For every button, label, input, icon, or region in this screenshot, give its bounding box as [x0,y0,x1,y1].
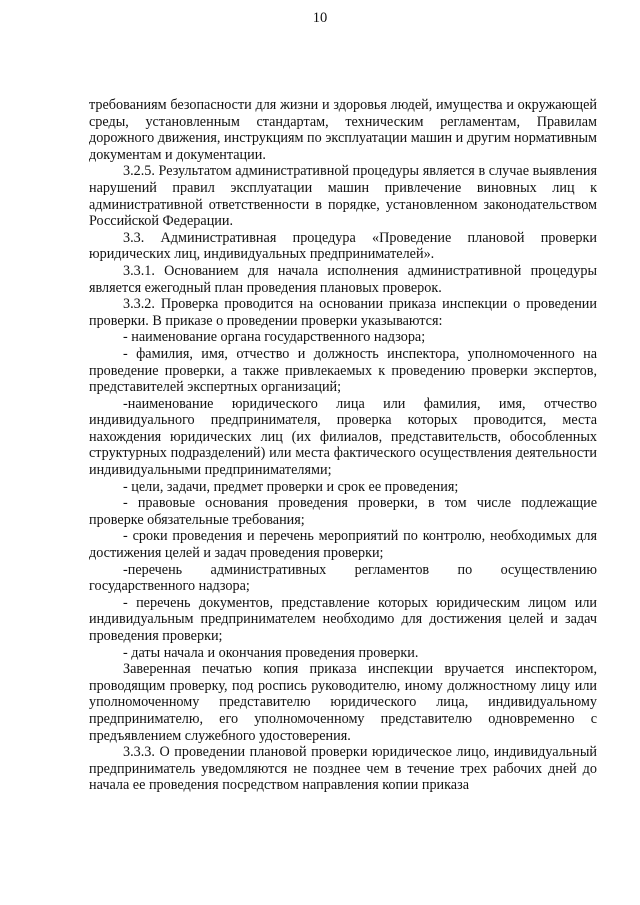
list-item-entity-name: -наименование юридического лица или фамилия, имя, отчество индивидуального предпринимателя, проверка которых проводится, места нахождения юридических лиц (их филиалов, представительств, обособленных структурных подразделений) или места фактического осуществления деятельности индивидуальными предпринимателями; [89,395,597,479]
document-body [89,97,597,794]
list-item-inspector: - фамилия, имя, отчество и должность инспектора, уполномоченного на проведение проверки, а также привлекаемых к проведению проверки экспертов, представителей экспертных организаций; [89,345,597,396]
list-item-legal-grounds: - правовые основания проведения проверки, в том числе подлежащие проверке обязательные требования; [89,495,597,528]
paragraph-3-3: 3.3. Административная процедура «Проведение плановой проверки юридических лиц, индивидуальных предпринимателей». [89,229,597,263]
list-item-goals: - цели, задачи, предмет проверки и срок ее проведения; [123,478,459,495]
list-item-regulations: -перечень административных регламентов по осуществлению государственного надзора; [89,561,597,595]
paragraph-3-3-2: 3.3.2. Проверка проводится на основании приказа инспекции о проведении проверки. В приказе о проведении проверки указываются: [89,296,597,329]
paragraph-order-copy: Заверенная печатью копия приказа инспекции вручается инспектором, проводящим проверку, под роспись руководителю, иному должностному лицу или уполномоченному представителю юридического лица, индивидуальному предпринимателю, его уполномоченному представителю одновременно с предъявлением служебного удостоверения. [89,661,597,744]
list-item-dates: - даты начала и окончания проведения проверки. [123,644,419,661]
list-item-documents: - перечень документов, представление которых юридическим лицом или индивидуальным предпринимателем необходимо для достижения целей и задач проведения проверки; [89,594,597,644]
paragraph-3-3-3: 3.3.3. О проведении плановой проверки юридическое лицо, индивидуальный предприниматель уведомляются не позднее чем в течение трех рабочих дней до начала ее проведения посредством направления копии приказа [89,744,597,794]
list-item-terms: - сроки проведения и перечень мероприятий по контролю, необходимых для достижения целей и задач проведения проверки; [89,528,597,562]
paragraph-3-2-5: 3.2.5. Результатом административной процедуры является в случае выявления нарушений правил эксплуатации машин привлечение виновных лиц к административной ответственности в порядке, установленном законодательством Российской Федерации. [89,163,597,230]
paragraph-continuation: требованиям безопасности для жизни и здоровья людей, имущества и окружающей среды, установленным стандартам, техническим регламентам, Правилам дорожного движения, инструкциям по эксплуатации машин и другим нормативным документам и документации. [89,97,597,163]
list-item-authority-name: - наименование органа государственного надзора; [123,329,426,346]
page-number: 10 [312,10,328,26]
paragraph-3-3-1: 3.3.1. Основанием для начала исполнения административной процедуры является ежегодный план проведения плановых проверок. [89,262,597,296]
